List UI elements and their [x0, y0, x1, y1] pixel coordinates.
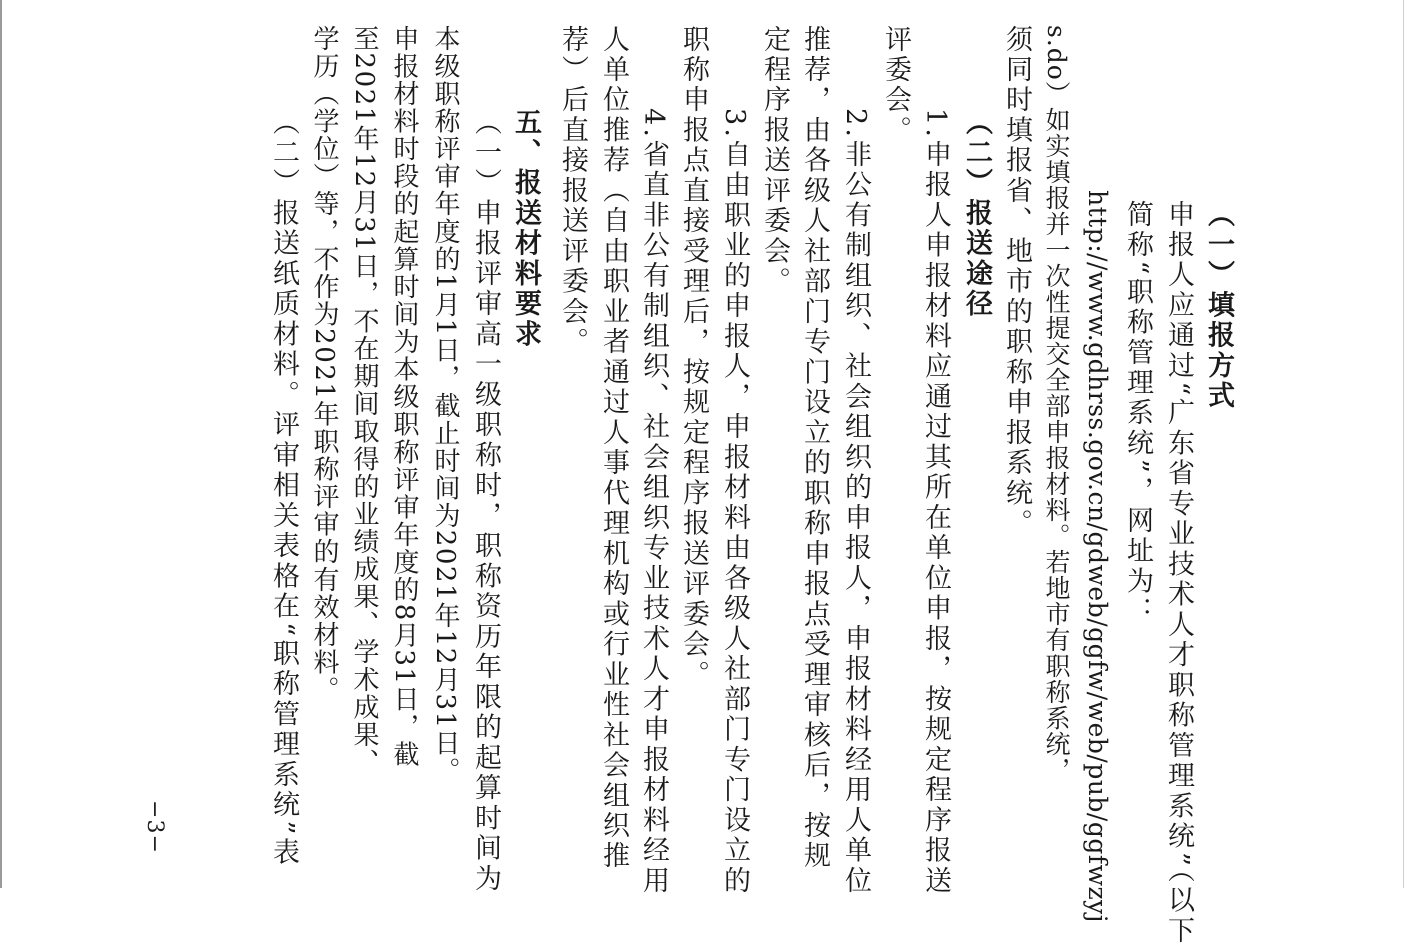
- text-line: 学历（学位）等，不作为2021年职称评审的有效材料。: [309, 25, 339, 704]
- text-line: （一）申报评审高一级职称时，职称资历年限的起算时间为: [470, 108, 501, 895]
- section-heading-fill-method: （一）填报方式: [1203, 200, 1234, 412]
- text-line: 职称申报点直接受理后，按规定程序报送评委会。: [678, 25, 709, 691]
- text-line: 须同时填报省、地市的职称申报系统。: [1001, 25, 1032, 540]
- text-line: 荐）后直接报送评委会。: [557, 25, 588, 358]
- text-line: （二）报送纸质材料。评审相关表格在“职称管理系统”表: [268, 108, 299, 868]
- text-line: 简称“职称管理系统”，网址为：: [1122, 200, 1153, 628]
- text-line: 推荐，由各级人社部门专门设立的职称申报点受理审核后，按规: [799, 25, 830, 872]
- text-line: 本级职称评审年度的1月1日，截止时间为2021年12月31日。: [430, 25, 460, 785]
- text-line: 4.省直非公有制组织、社会组织专业技术人才申报材料经用: [638, 108, 669, 897]
- system-url: http://www.gdhrss.gov.cn/gdweb/ggfw/web/pub/ggfwzyj: [1083, 190, 1112, 924]
- text-line: 至2021年12月31日，不在期间取得的业绩成果、学术成果、: [349, 25, 379, 777]
- text-line: 申报材料时段的起算时间为本级职称评审年度的8月31日，截: [389, 25, 419, 769]
- text-line: 3.自由职业的申报人，申报材料由各级人社部门专门设立的: [719, 108, 750, 897]
- page-number: −3−: [142, 800, 167, 855]
- text-line: s.do）如实填报并一次性提交全部申报材料。若地市有职称系统，: [1042, 25, 1071, 783]
- scan-edge-left: [0, 0, 2, 888]
- section-heading-submission-route: （二）报送途径: [961, 108, 992, 320]
- text-line: 2.非公有制组织、社会组织的申报人，申报材料经用人单位: [840, 108, 871, 897]
- text-line: 人单位推荐（自由职业者通过人事代理机构或行业性社会组织推: [598, 25, 629, 872]
- text-line: 定程序报送评委会。: [759, 25, 790, 298]
- text-line: 评委会。: [880, 25, 911, 146]
- text-line: 申报人应通过“广东省专业技术人才职称管理系统”（以下: [1163, 200, 1194, 946]
- section-heading-material-requirements: 五、报送材料要求: [510, 108, 541, 350]
- text-line: 1.申报人申报材料应通过其所在单位申报，按规定程序报送: [920, 108, 951, 897]
